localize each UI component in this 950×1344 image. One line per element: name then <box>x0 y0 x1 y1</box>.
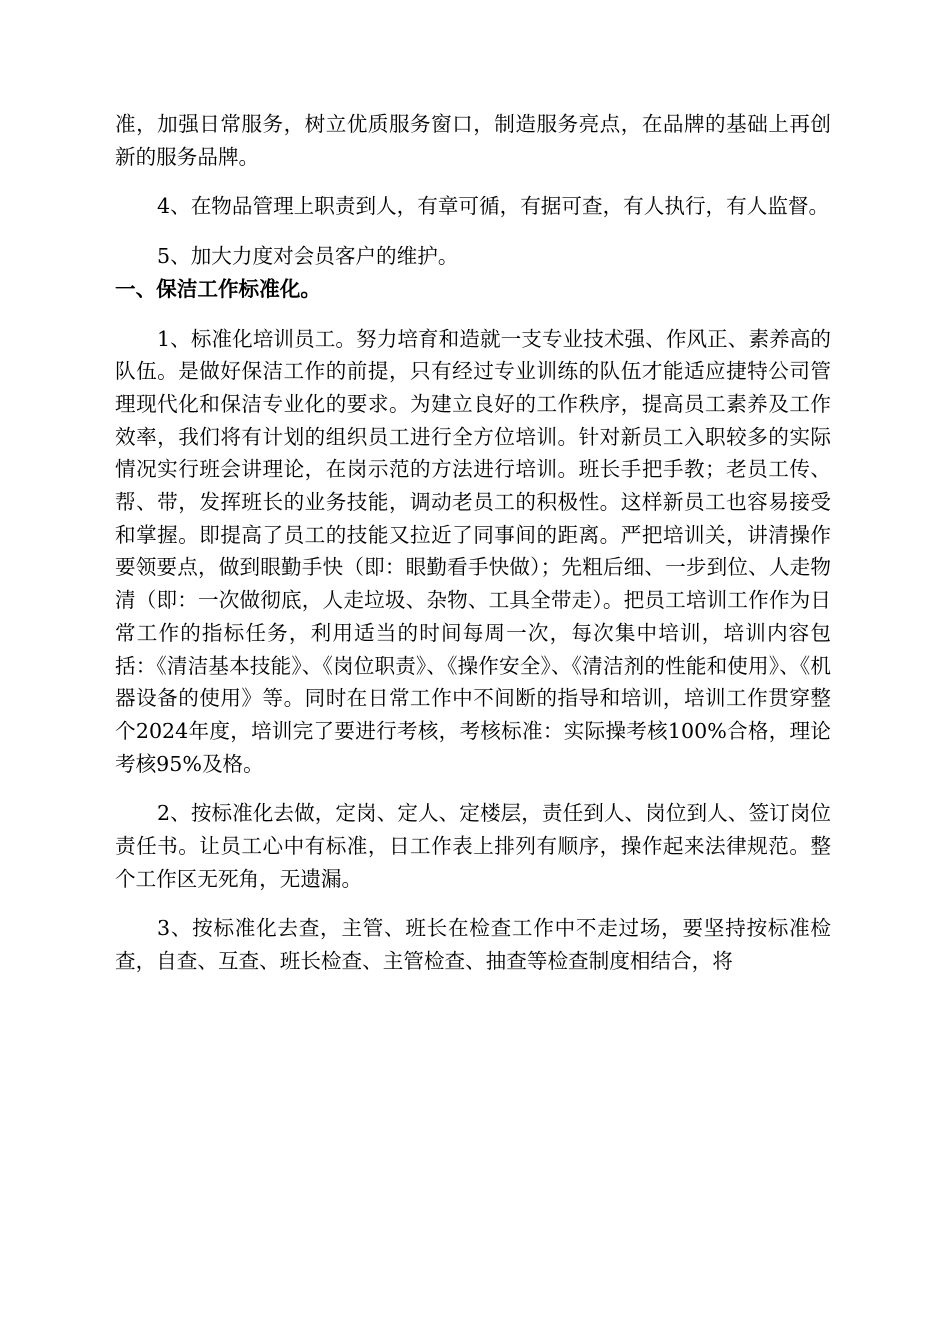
paragraph-standard-work: 2、按标准化去做，定岗、定人、定楼层，责任到人、岗位到人、签订岗位责任书。让员工心中有标准，日工作表上排列有顺序，操作起来法律规范。整个工作区无死角，无遗漏。 <box>115 801 831 891</box>
document-page <box>115 108 831 978</box>
paragraph-standard-check: 3、按标准化去查，主管、班长在检查工作中不走过场，要坚持按标准检查，自查、互查、班长检查、主管检查、抽查等检查制度相结合，将 <box>115 916 831 974</box>
paragraph-training: 1、标准化培训员工。努力培育和造就一支专业技术强、作风正、素养高的队伍。是做好保洁工作的前提，只有经过专业训练的队伍才能适应捷特公司管理现代化和保洁专业化的要求。为建立良好的工作秩序，提高员工素养及工作效率，我们将有计划的组织员工进行全方位培训。针对新员工入职较多的实际情况实行班会讲理论，在岗示范的方法进行培训。班长手把手教；老员工传、帮、带，发挥班长的业务技能，调动老员工的积极性。这样新员工也容易接受和掌握。即提高了员工的技能又拉近了同事间的距离。严把培训关，讲清操作要领要点，做到眼勤手快（即：眼勤看手快做）；先粗后细、一步到位、人走物清（即：一次做彻底，人走垃圾、杂物、工具全带走）。把员工培训工作作为日常工作的指标任务，利用适当的时间每周一次，每次集中培训，培训内容包括：《清洁基本技能》、《岗位职责》、《操作安全》、《清洁剂的性能和使用》、《机器设备的使用》等。同时在日常工作中不间断的指导和培训，培训工作贯穿整个2024年度，培训完了要进行考核，考核标准：实际操考核100%合格，理论考核95%及格。 <box>115 326 831 776</box>
paragraph-continuation: 准，加强日常服务，树立优质服务窗口，制造服务亮点，在品牌的基础上再创新的服务品牌。 <box>115 112 831 169</box>
paragraph-item-5: 5、加大力度对会员客户的维护。 <box>157 244 459 269</box>
paragraph-item-4: 4、在物品管理上职责到人，有章可循，有据可查，有人执行，有人监督。 <box>157 194 830 219</box>
section-heading: 一、保洁工作标准化。 <box>115 276 321 301</box>
